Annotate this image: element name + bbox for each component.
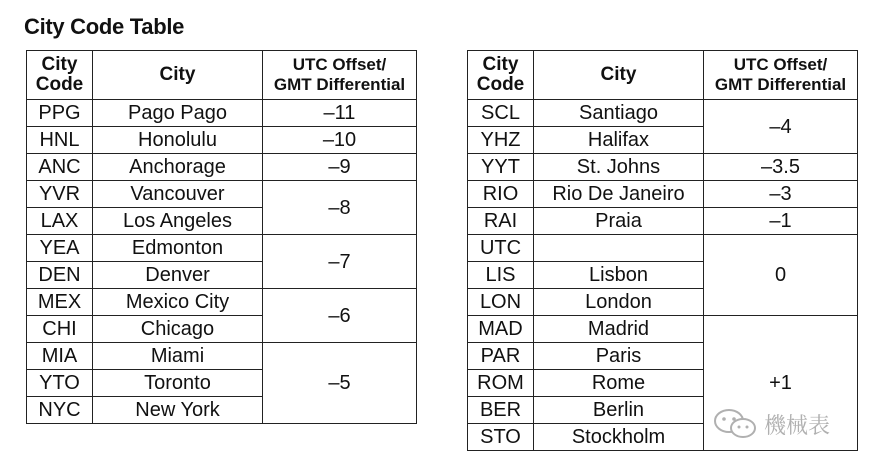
utc-offset-cell: +1 bbox=[704, 316, 858, 451]
utc-offset-cell: 0 bbox=[704, 235, 858, 316]
city-name-cell: Madrid bbox=[534, 316, 704, 343]
city-code-cell: ROM bbox=[468, 370, 534, 397]
city-name-cell: Edmonton bbox=[93, 235, 263, 262]
city-name-cell: New York bbox=[93, 397, 263, 424]
city-code-cell: DEN bbox=[27, 262, 93, 289]
city-code-cell: PAR bbox=[468, 343, 534, 370]
utc-offset-cell: –7 bbox=[263, 235, 417, 289]
header-utc-offset bbox=[704, 51, 858, 100]
utc-offset-cell: –8 bbox=[263, 181, 417, 235]
city-code-cell: CHI bbox=[27, 316, 93, 343]
header-code-line1: City bbox=[41, 54, 78, 75]
city-name-cell: Chicago bbox=[93, 316, 263, 343]
header-row bbox=[27, 51, 417, 100]
table-row bbox=[27, 100, 417, 127]
city-code-cell: YTO bbox=[27, 370, 93, 397]
city-name-cell: Anchorage bbox=[93, 154, 263, 181]
city-name-cell: Lisbon bbox=[534, 262, 704, 289]
city-code-cell: PPG bbox=[27, 100, 93, 127]
city-code-table-right bbox=[467, 50, 858, 451]
table-row bbox=[468, 208, 858, 235]
table-row bbox=[27, 181, 417, 208]
utc-offset-cell: –1 bbox=[704, 208, 858, 235]
city-name-cell: Denver bbox=[93, 262, 263, 289]
city-name-cell: Paris bbox=[534, 343, 704, 370]
city-code-cell: UTC bbox=[468, 235, 534, 262]
watermark-text: 機械表 bbox=[764, 412, 831, 438]
city-name-cell bbox=[534, 235, 704, 262]
header-offset-line1: UTC Offset/ bbox=[733, 55, 828, 74]
city-name-cell: Halifax bbox=[534, 127, 704, 154]
city-code-cell: MAD bbox=[468, 316, 534, 343]
city-name-cell: Los Angeles bbox=[93, 208, 263, 235]
city-code-cell: YVR bbox=[27, 181, 93, 208]
city-name-cell: St. Johns bbox=[534, 154, 704, 181]
city-code-cell: NYC bbox=[27, 397, 93, 424]
table-row bbox=[468, 235, 858, 262]
city-code-cell: YHZ bbox=[468, 127, 534, 154]
city-code-cell: MIA bbox=[27, 343, 93, 370]
header-offset-line2: GMT Differential bbox=[273, 75, 406, 94]
city-code-cell: YYT bbox=[468, 154, 534, 181]
header-city: City bbox=[534, 51, 704, 100]
table-row bbox=[27, 289, 417, 316]
city-code-cell: YEA bbox=[27, 235, 93, 262]
city-code-cell: MEX bbox=[27, 289, 93, 316]
city-name-cell: Mexico City bbox=[93, 289, 263, 316]
city-name-cell: Rio De Janeiro bbox=[534, 181, 704, 208]
utc-offset-cell: –11 bbox=[263, 100, 417, 127]
utc-offset-cell: –6 bbox=[263, 289, 417, 343]
city-name-cell: Stockholm bbox=[534, 424, 704, 451]
city-name-cell: Vancouver bbox=[93, 181, 263, 208]
utc-offset-cell: –3.5 bbox=[704, 154, 858, 181]
table-row bbox=[468, 100, 858, 127]
table-row bbox=[468, 181, 858, 208]
watermark bbox=[712, 408, 830, 440]
city-name-cell: Pago Pago bbox=[93, 100, 263, 127]
city-name-cell: Santiago bbox=[534, 100, 704, 127]
city-code-table-left bbox=[26, 50, 417, 424]
page-title: City Code Table bbox=[24, 14, 185, 39]
header-utc-offset bbox=[263, 51, 417, 100]
table-row bbox=[27, 343, 417, 370]
header-code-line1: City bbox=[482, 54, 519, 75]
city-code-cell: BER bbox=[468, 397, 534, 424]
city-code-cell: HNL bbox=[27, 127, 93, 154]
utc-offset-cell: –10 bbox=[263, 127, 417, 154]
city-name-cell: Praia bbox=[534, 208, 704, 235]
city-code-cell: LON bbox=[468, 289, 534, 316]
wechat-icon bbox=[712, 408, 758, 440]
header-offset-line2: GMT Differential bbox=[714, 75, 847, 94]
city-name-cell: Toronto bbox=[93, 370, 263, 397]
city-name-cell: Honolulu bbox=[93, 127, 263, 154]
city-code-cell: RAI bbox=[468, 208, 534, 235]
city-code-cell: LIS bbox=[468, 262, 534, 289]
table-row bbox=[27, 154, 417, 181]
table-row bbox=[468, 316, 858, 343]
city-code-cell: LAX bbox=[27, 208, 93, 235]
header-row bbox=[468, 51, 858, 100]
city-name-cell: London bbox=[534, 289, 704, 316]
city-name-cell: Berlin bbox=[534, 397, 704, 424]
city-name-cell: Rome bbox=[534, 370, 704, 397]
header-offset-line1: UTC Offset/ bbox=[292, 55, 387, 74]
city-code-cell: RIO bbox=[468, 181, 534, 208]
header-code-line2: Code bbox=[476, 74, 525, 95]
utc-offset-cell: –9 bbox=[263, 154, 417, 181]
city-code-cell: SCL bbox=[468, 100, 534, 127]
header-city: City bbox=[93, 51, 263, 100]
city-code-cell: STO bbox=[468, 424, 534, 451]
header-city-code bbox=[468, 51, 534, 100]
utc-offset-cell: –3 bbox=[704, 181, 858, 208]
table-row bbox=[27, 127, 417, 154]
utc-offset-cell: –4 bbox=[704, 100, 858, 154]
city-name-cell: Miami bbox=[93, 343, 263, 370]
table-row bbox=[27, 235, 417, 262]
header-city-code bbox=[27, 51, 93, 100]
table-row bbox=[468, 154, 858, 181]
city-code-cell: ANC bbox=[27, 154, 93, 181]
utc-offset-cell: –5 bbox=[263, 343, 417, 424]
header-code-line2: Code bbox=[35, 74, 84, 95]
